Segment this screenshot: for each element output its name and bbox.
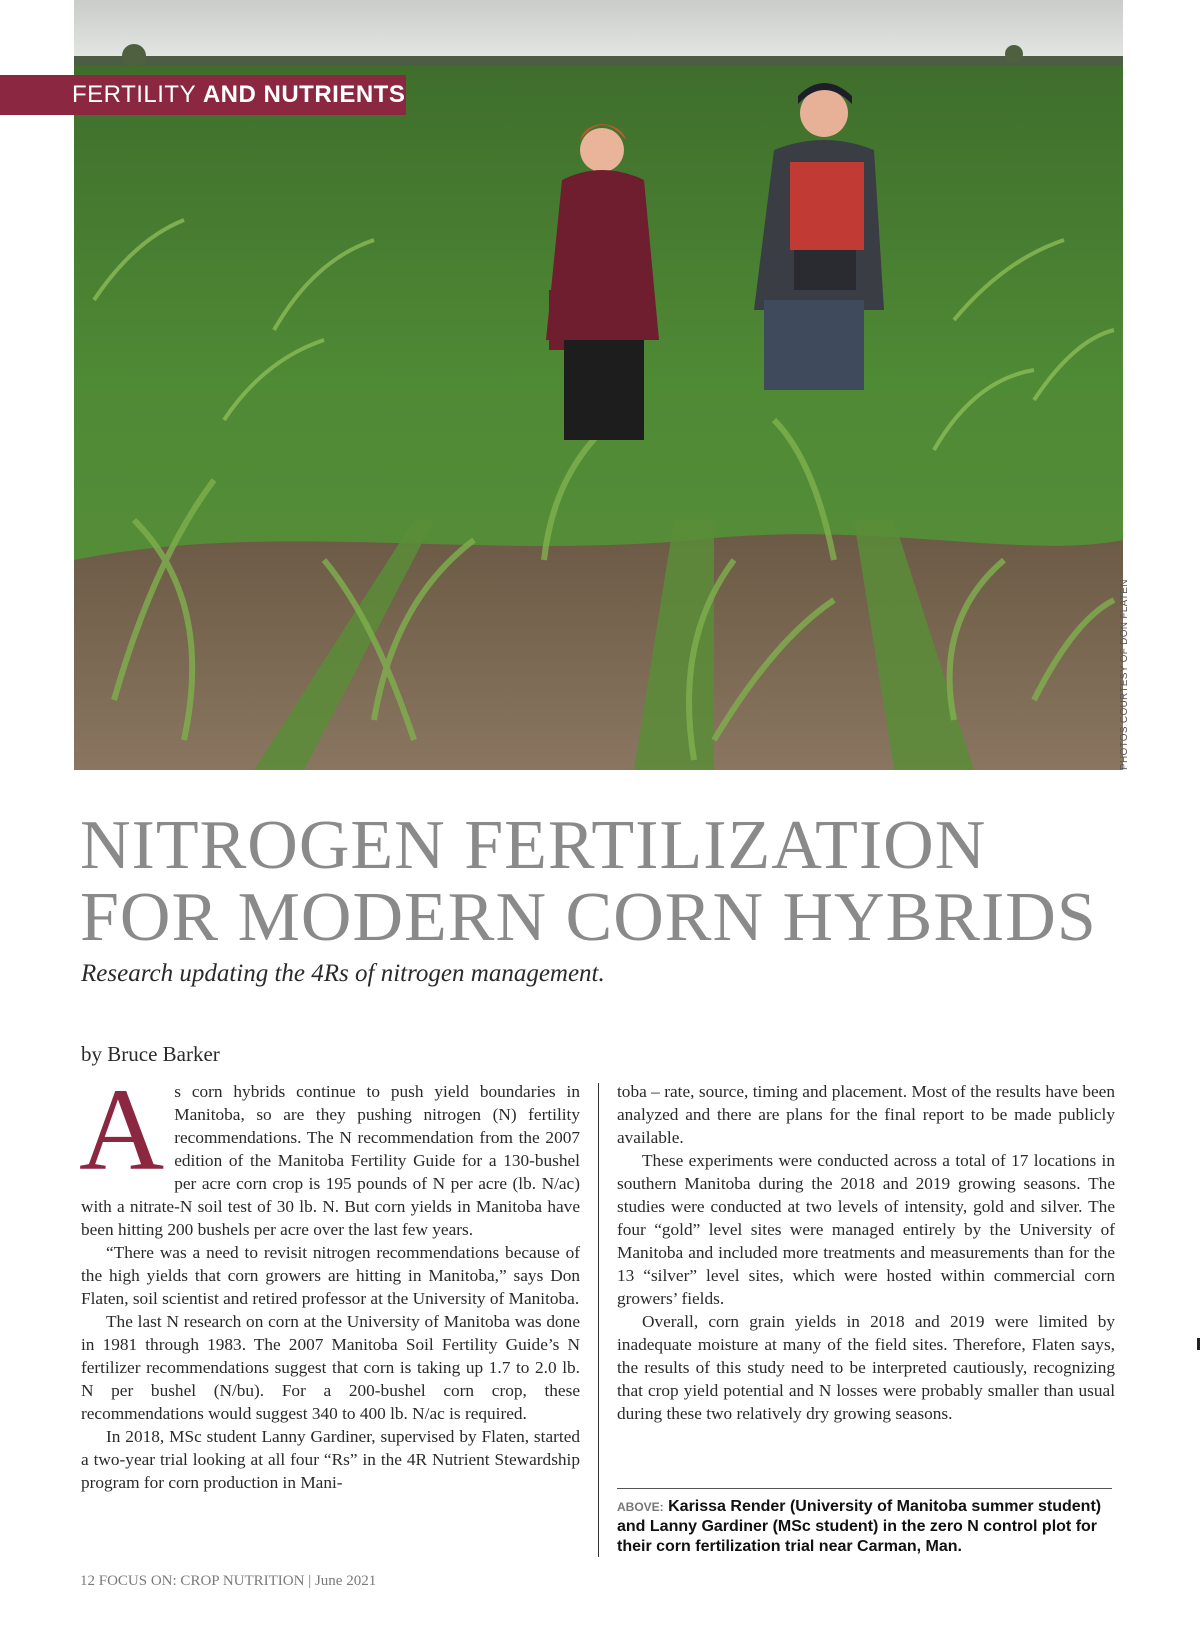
page-folio: 12 FOCUS ON: CROP NUTRITION | June 2021 [80,1573,377,1589]
photo-caption [617,1497,1117,1557]
drop-cap: A [79,1064,165,1195]
paragraph [79,1064,580,1241]
article-column-left [79,1064,580,1494]
article-title-line-1: NITROGEN FERTILIZATION [80,807,987,884]
paragraph: These experiments were conducted across a total of 17 locations in southern Manitoba during the 2018 and 2019 growing seasons. The studies were conducted at two levels of intensity, gold and silver. The four “gold” level sites were managed entirely by the University of Manitoba and included more treatments and measurements than for the 13 “silver” level sites, which were hosted within commercial corn growers’ fields. [617,1151,1115,1308]
article-deck: Research updating the 4Rs of nitrogen management. [81,960,605,987]
paragraph-text: s corn hybrids continue to push yield boundaries in Manitoba, so are they pushing nitrogen (N) fertility recommendations. The N recommendation from the 2007 edition of the Manitoba Fertility Guide for a 130-bushel per acre corn crop is 195 pounds of N per acre (lb. N/ac) with a nitrate-N soil test of 30 lb. N. But corn yields in Manitoba have been hitting 200 bushels per acre over the last few years. [81,1082,580,1239]
cover-photo [74,0,1123,770]
caption-text: Karissa Render (University of Manitoba summer student) and Lanny Gardiner (MSc student) in the zero N control plot for their corn fertilization trial near Carman, Man. [617,1498,1102,1555]
column-divider [598,1083,599,1557]
section-tag [0,75,406,115]
photo-credit: PHOTOS COURTESY OF DON FLATEN [1119,579,1130,770]
paragraph: The last N research on corn at the University of Manitoba was done in 1981 through 1983. The 2007 Manitoba Soil Fertility Guide’s N fertilizer recommendations suggest that corn is taking up 1.7 to 2.0 lb. N per bushel (N/bu). For a 200-bushel corn crop, these recommendations would suggest 340 to 400 lb. N/ac is required. [81,1312,580,1423]
article-byline: by Bruce Barker [81,1042,220,1066]
paragraph: toba – rate, source, timing and placement. Most of the results have been analyzed and there are plans for the final report to be made publicly available. [617,1082,1115,1147]
caption-label: ABOVE: [617,1500,664,1514]
paragraph: In 2018, MSc student Lanny Gardiner, supervised by Flaten, started a two-year trial looking at all four “Rs” in the 4R Nutrient Stewardship program for corn production in Mani- [81,1427,580,1492]
cornfield-photo-illustration [74,0,1123,770]
caption-divider [617,1488,1112,1489]
article-title [80,807,1097,956]
article-title-line-2: FOR MODERN CORN HYBRIDS [80,879,1097,956]
paragraph: Overall, corn grain yields in 2018 and 2019 were limited by inadequate moisture at many of the field sites. Therefore, Flaten says, the results of this study need to be interpreted cautiously, recognizing that crop yield potential and N losses were probably smaller than usual during these two relatively dry growing seasons. [617,1312,1115,1423]
section-tag-light: FERTILITY [72,81,196,108]
section-tag-bold: AND NUTRIENTS [202,81,406,108]
paragraph: “There was a need to revisit nitrogen recommendations because of the high yields that corn growers are hitting in Manitoba,” says Don Flaten, soil scientist and retired professor at the University of Manitoba. [81,1243,580,1308]
article-column-right [617,1080,1115,1425]
